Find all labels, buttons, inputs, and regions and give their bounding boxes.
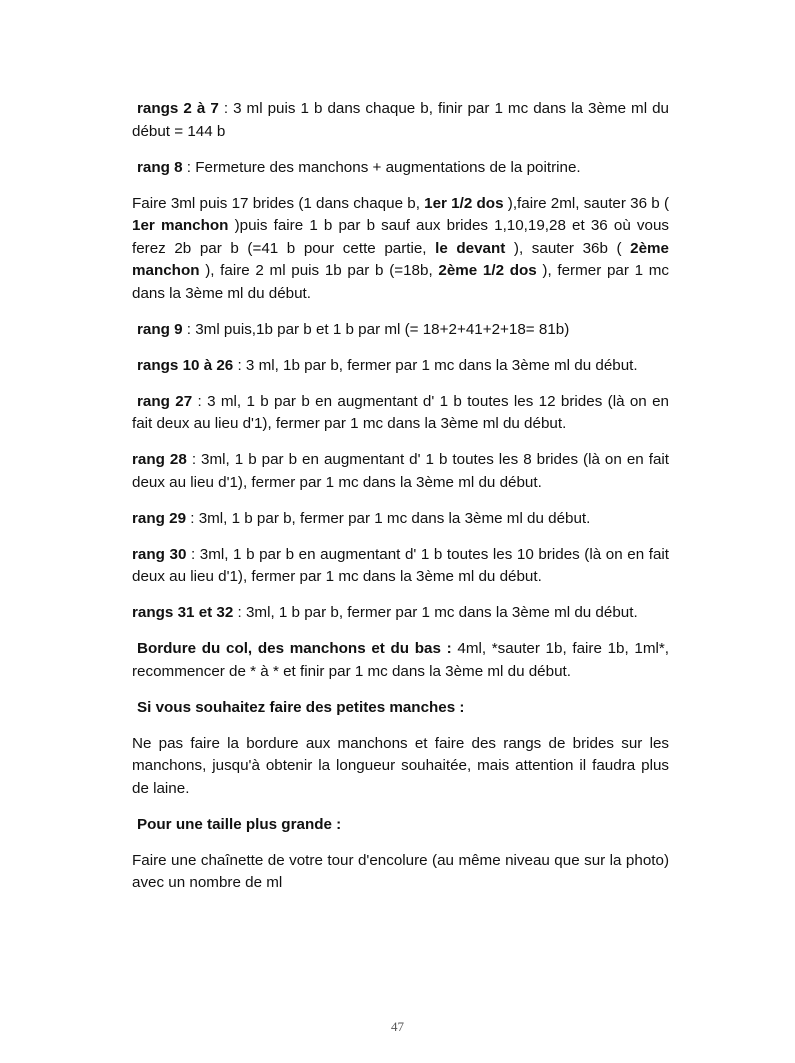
paragraph-taille-plus-grande: Faire une chaînette de votre tour d'encolure (au même niveau que sur la photo) avec un nombre de ml	[132, 851, 669, 891]
row-label: rang 9	[137, 320, 183, 338]
row-label: rang 29	[132, 509, 187, 527]
row-label: rang 28	[132, 451, 187, 468]
row-label: rangs 10 à 26	[137, 356, 234, 374]
paragraph-rang-8: rang 8 : Fermeture des manchons + augmentations de la poitrine.	[137, 158, 581, 176]
page-number: 47	[391, 1019, 404, 1034]
paragraph-petites-manches: Ne pas faire la bordure aux manchons et faire des rangs de brides sur les manchons, jusqu'à obtenir la longueur souhaitée, mais attention il faudra plus de laine.	[132, 734, 669, 797]
paragraph-rangs-10-26: rangs 10 à 26 : 3 ml, 1b par b, fermer par 1 mc dans la 3ème ml du début.	[137, 356, 638, 374]
paragraph-rang-29: rang 29 : 3ml, 1 b par b, fermer par 1 mc dans la 3ème ml du début.	[132, 509, 591, 527]
document-body	[132, 98, 669, 908]
row-label: rang 8	[137, 158, 183, 176]
paragraph-rang-27: rang 27 : 3 ml, 1 b par b en augmentant d' 1 b toutes les 12 brides (là on en fait deux au lieu d'1), fermer par 1 mc dans la 3ème ml du début.	[132, 392, 669, 432]
paragraph-rangs-2-7: rangs 2 à 7 : 3 ml puis 1 b dans chaque b, finir par 1 mc dans la 3ème ml du début = 144 b	[132, 100, 669, 140]
heading-petites-manches: Si vous souhaitez faire des petites manches :	[137, 698, 465, 716]
paragraph-rang-9: rang 9 : 3ml puis,1b par b et 1 b par ml (= 18+2+41+2+18= 81b)	[137, 320, 570, 338]
paragraph-rang-30: rang 30 : 3ml, 1 b par b en augmentant d' 1 b toutes les 10 brides (là on en fait deux au lieu d'1), fermer par 1 mc dans la 3ème ml du début.	[132, 545, 669, 585]
row-label: rangs 31 et 32	[132, 604, 234, 621]
section-label: Bordure du col, des manchons et du bas :	[137, 640, 452, 657]
paragraph-bordure: Bordure du col, des manchons et du bas : 4ml, *sauter 1b, faire 1b, 1ml*, recommencer de * à * et finir par 1 mc dans la 3ème ml du début.	[132, 640, 669, 680]
row-label: rang 27	[137, 392, 193, 410]
row-label: rangs 2 à 7	[137, 100, 219, 117]
heading-taille-plus-grande: Pour une taille plus grande :	[137, 815, 342, 833]
paragraph-rangs-31-32: rangs 31 et 32 : 3ml, 1 b par b, fermer par 1 mc dans la 3ème ml du début.	[132, 604, 638, 621]
paragraph-rang-28: rang 28 : 3ml, 1 b par b en augmentant d' 1 b toutes les 8 brides (là on en fait deux au lieu d'1), fermer par 1 mc dans la 3ème ml du début.	[132, 451, 669, 491]
row-label: rang 30	[132, 545, 187, 563]
paragraph-rang-8-details: Faire 3ml puis 17 brides (1 dans chaque b, 1er 1/2 dos ),faire 2ml, sauter 36 b ( 1er manchon )puis faire 1 b par b sauf aux brides 1,10,19,28 et 36 où vous ferez 2b par b (=41 b pour cette partie, le devant ), sauter 36b ( 2ème manchon ), faire 2 ml puis 1b par b (=18b, 2ème 1/2 dos ), fermer par 1 mc dans la 3ème ml du début.	[132, 194, 669, 302]
